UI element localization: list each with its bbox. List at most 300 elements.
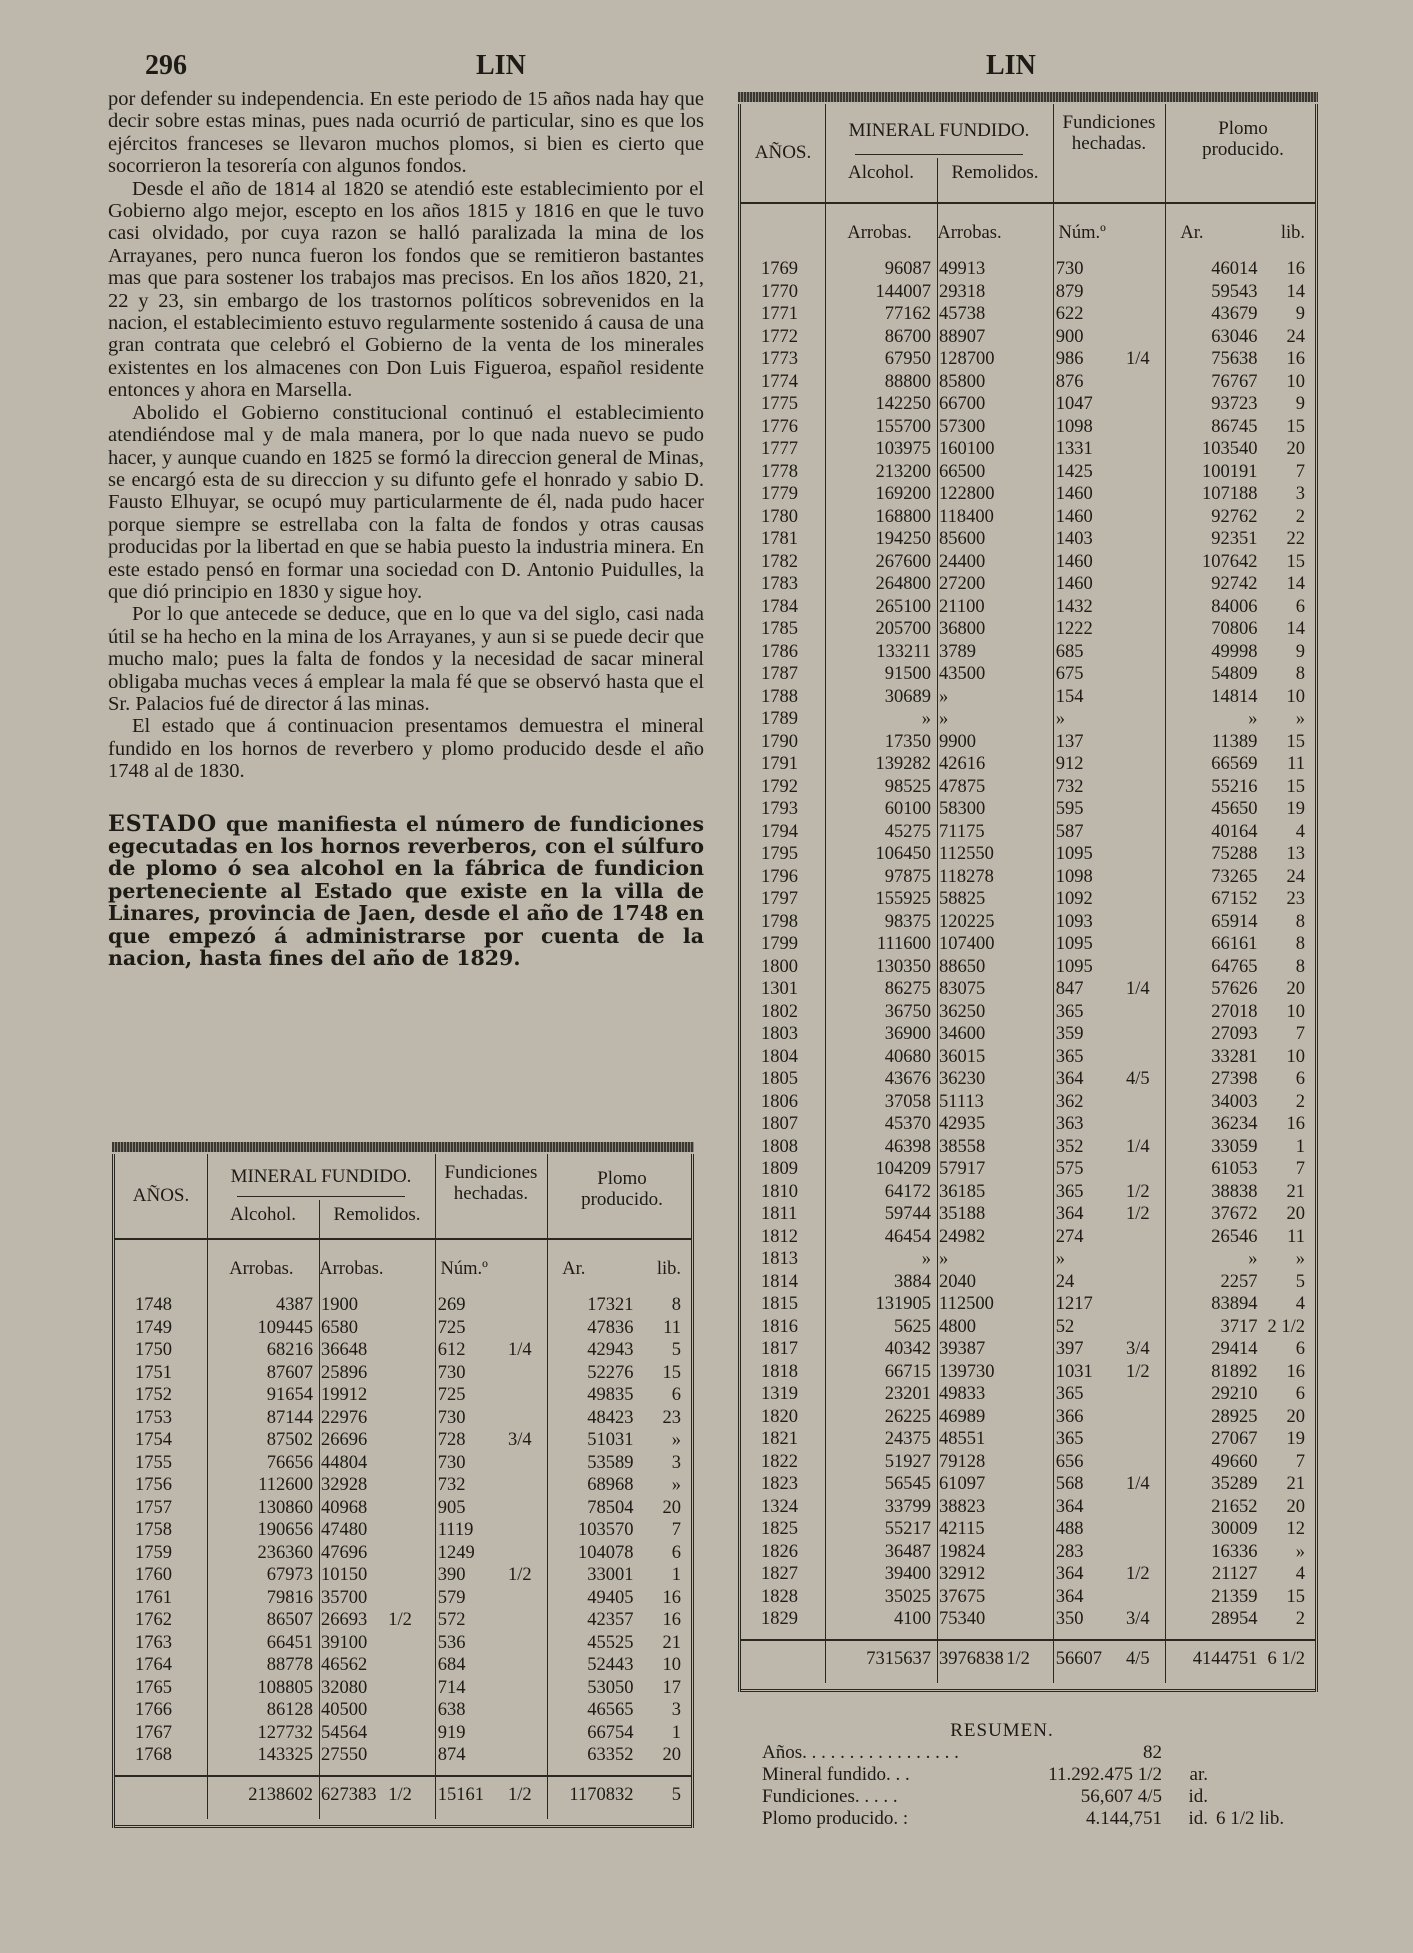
table-cell: 87502 — [266, 1430, 313, 1450]
table-cell: 879 — [1055, 281, 1084, 302]
unit-cell: Ar. — [1180, 223, 1204, 243]
table-cell — [1004, 686, 1050, 709]
table-cell — [1004, 1586, 1050, 1609]
body-text — [108, 88, 704, 783]
table-cell: 24 — [1055, 1271, 1075, 1292]
table-cell: 6 — [671, 1542, 681, 1563]
table-cell: 350 — [1055, 1609, 1084, 1629]
table-row — [741, 1451, 1315, 1474]
brace-rule — [237, 1196, 405, 1197]
table-row — [741, 1293, 1315, 1316]
table-cell: 45275 — [884, 821, 932, 842]
table-cell: 25896 — [320, 1362, 368, 1383]
table-row — [741, 483, 1315, 506]
table-cell: 1813 — [761, 1249, 798, 1269]
table-cell: 1810 — [761, 1181, 798, 1202]
header-remolidos: Remolidos. — [951, 162, 1039, 183]
table-cell — [1004, 1203, 1050, 1226]
table-cell: 168800 — [875, 506, 932, 527]
table-cell: 5 — [671, 1340, 681, 1360]
table-cell: 1324 — [761, 1496, 798, 1517]
table-cell: 8 — [1295, 956, 1305, 977]
table-cell: 11 — [663, 1317, 681, 1338]
table-cell: 36185 — [939, 1181, 986, 1202]
table-row — [741, 1181, 1315, 1204]
table-cell: 1749 — [135, 1317, 172, 1338]
header-rule — [1165, 104, 1166, 202]
table-cell — [1115, 821, 1160, 844]
table-cell: 1769 — [761, 259, 798, 279]
table-cell: 130860 — [257, 1497, 313, 1518]
header-plomo: Plomo producido. — [1202, 118, 1284, 160]
table-cell: 35289 — [1211, 1474, 1258, 1494]
table-row — [741, 596, 1315, 619]
table-cell: 57917 — [939, 1159, 986, 1179]
table-cell: 66569 — [1211, 754, 1258, 774]
header-mineral-fundido: MINERAL FUNDIDO. — [230, 1166, 412, 1187]
table-cell: 3884 — [894, 1271, 932, 1292]
table-cell — [497, 1587, 542, 1610]
table-cell: 1047 — [1055, 394, 1093, 414]
column-rule — [1165, 202, 1166, 1683]
table-cell — [1115, 393, 1160, 416]
table-row — [741, 1586, 1315, 1609]
table-cell: 4100 — [894, 1609, 932, 1629]
table-cell: 51927 — [884, 1451, 932, 1472]
table-cell — [1115, 303, 1160, 326]
table-cell: 61097 — [939, 1474, 986, 1494]
header-fundiciones: Fundiciones hechadas. — [1062, 112, 1156, 154]
table-cell: 3717 — [1220, 1316, 1258, 1337]
table-cell — [1004, 708, 1050, 731]
table-row — [115, 1677, 691, 1700]
table-cell — [1115, 281, 1160, 304]
table-cell: 87607 — [266, 1362, 313, 1383]
table-cell: 2 — [1295, 506, 1305, 527]
table-cell: » — [1055, 1249, 1066, 1269]
table-cell: 1795 — [761, 844, 798, 864]
table-cell: 27093 — [1211, 1024, 1258, 1044]
unit-cell — [497, 1258, 543, 1284]
column-rule — [207, 1238, 208, 1819]
table-cell — [1115, 258, 1160, 281]
table-cell: 66715 — [884, 1361, 932, 1382]
table-cell: 33281 — [1211, 1046, 1258, 1067]
table-cell — [386, 1452, 432, 1475]
table-cell: 730 — [1055, 259, 1084, 279]
table-cell: 359 — [1055, 1024, 1084, 1044]
table-cell: 83894 — [1211, 1294, 1258, 1314]
totals-row — [741, 1639, 1315, 1683]
resumen-value: 4.144,751 — [1086, 1808, 1162, 1829]
table-cell — [1004, 438, 1050, 461]
table-cell — [1004, 1361, 1050, 1384]
table-cell: 1814 — [761, 1271, 798, 1292]
table-row — [741, 1001, 1315, 1024]
table-cell: 109445 — [257, 1317, 313, 1338]
table-cell: 67973 — [266, 1565, 313, 1585]
table-cell: 1809 — [761, 1159, 798, 1179]
table-cell: 3 — [1295, 484, 1305, 504]
table-cell: 55217 — [884, 1519, 932, 1539]
table-cell: 33059 — [1211, 1136, 1258, 1157]
table-cell: 876 — [1055, 371, 1084, 392]
table-cell: 365 — [1055, 1384, 1084, 1404]
table-cell: 47480 — [320, 1520, 368, 1540]
table-cell — [497, 1384, 542, 1407]
table-row — [741, 461, 1315, 484]
table-cell: 37672 — [1211, 1204, 1258, 1224]
table-cell: 1816 — [761, 1316, 798, 1337]
table-cell: 67950 — [884, 349, 932, 369]
total-cell — [741, 1649, 824, 1683]
header-alcohol: Alcohol. — [230, 1204, 296, 1225]
table-cell: 35700 — [320, 1587, 368, 1608]
table-cell: 29318 — [939, 281, 986, 302]
table-row — [741, 686, 1315, 709]
resumen-unit: id. — [1188, 1786, 1208, 1807]
table-row — [741, 933, 1315, 956]
table-cell: 1460 — [1055, 551, 1093, 572]
table-row — [741, 1158, 1315, 1181]
table-cell — [1115, 731, 1160, 754]
table-cell: 7 — [1295, 461, 1305, 482]
table-cell: 21100 — [939, 596, 985, 617]
table-cell — [1004, 1496, 1050, 1519]
table-cell: 36750 — [884, 1001, 932, 1022]
table-cell: 16 — [1286, 1361, 1305, 1382]
unit-cell — [741, 222, 824, 248]
table-cell: 54809 — [1211, 664, 1258, 684]
table-cell — [1004, 258, 1050, 281]
table-cell: 1803 — [761, 1024, 798, 1044]
table-cell — [1004, 753, 1050, 776]
table-cell: 15 — [1286, 1586, 1305, 1607]
table-cell: 42357 — [587, 1610, 634, 1630]
total-cell: 1/2 — [1006, 1648, 1030, 1669]
table-cell: 21 — [662, 1632, 681, 1653]
table-cell: 1823 — [761, 1474, 798, 1494]
table-cell: 1319 — [761, 1384, 798, 1404]
table-cell: 46014 — [1211, 259, 1258, 279]
table-cell: 36648 — [320, 1340, 368, 1360]
table-cell — [1004, 641, 1050, 664]
table-cell: 76656 — [266, 1452, 313, 1473]
table-cell: 42115 — [939, 1519, 985, 1539]
table-cell — [497, 1497, 542, 1520]
table-cell: 155700 — [875, 416, 932, 437]
table-cell — [386, 1339, 432, 1362]
table-cell: 363 — [1055, 1114, 1084, 1134]
table-cell — [1004, 528, 1050, 551]
table-cell: 53589 — [587, 1452, 634, 1473]
table-cell: 5625 — [894, 1316, 932, 1337]
table-top-rule — [738, 92, 1318, 102]
table-cell — [1004, 303, 1050, 326]
table-cell: 536 — [437, 1632, 466, 1653]
table-cell — [386, 1474, 432, 1497]
table-cell — [1004, 573, 1050, 596]
table-cell: 38823 — [939, 1496, 986, 1517]
table-cell: 40164 — [1211, 821, 1258, 842]
table-cell — [497, 1474, 542, 1497]
table-cell: 1758 — [135, 1520, 172, 1540]
table-cell: 42616 — [939, 754, 986, 774]
table-cell: 98525 — [884, 776, 932, 797]
table-cell — [1004, 663, 1050, 686]
table-row — [115, 1722, 691, 1745]
unit-cell: Núm.º — [1058, 223, 1106, 243]
table-cell: 397 — [1055, 1339, 1084, 1359]
table-row — [741, 1608, 1315, 1631]
table-cell — [1004, 933, 1050, 956]
table-cell: 1764 — [135, 1655, 172, 1675]
table-cell: 139730 — [939, 1361, 995, 1382]
table-cell: 142250 — [875, 394, 932, 414]
table-cell: 160100 — [939, 439, 995, 459]
table-cell: 79816 — [266, 1587, 313, 1608]
table-cell: 29210 — [1211, 1384, 1258, 1404]
table-cell — [1115, 888, 1160, 911]
table-cell: 11389 — [1211, 731, 1258, 752]
table-row — [741, 1113, 1315, 1136]
table-cell: 46565 — [587, 1700, 634, 1720]
table-cell — [1115, 438, 1160, 461]
table-cell: 725 — [437, 1385, 466, 1405]
table-cell: 1092 — [1055, 889, 1093, 909]
brace-rule — [855, 154, 1023, 155]
table-cell: 905 — [437, 1497, 466, 1518]
table-row — [741, 1203, 1315, 1226]
total-cell: 627383 — [320, 1784, 377, 1805]
table-cell — [1004, 1406, 1050, 1429]
table-cell: 75638 — [1211, 349, 1258, 369]
table-cell: 20 — [1286, 439, 1305, 459]
table-cell — [497, 1722, 542, 1745]
table-cell: 20 — [1286, 1406, 1305, 1427]
table-cell: 364 — [1055, 1204, 1084, 1224]
table-cell: 76767 — [1211, 371, 1258, 392]
table-cell: 1767 — [135, 1722, 172, 1743]
table-cell: 57626 — [1211, 979, 1258, 999]
table-row — [741, 1068, 1315, 1091]
table-cell: 169200 — [875, 484, 932, 504]
table-row — [741, 1316, 1315, 1339]
table-cell: 131905 — [875, 1294, 932, 1314]
table-cell: 100191 — [1201, 461, 1258, 482]
table-cell: 96087 — [884, 259, 932, 279]
table-cell: 1782 — [761, 551, 798, 572]
table-cell: 39100 — [320, 1632, 368, 1653]
table-header — [741, 104, 1315, 204]
table-cell: 32080 — [320, 1677, 368, 1698]
table-cell: » — [1248, 709, 1258, 729]
table-cell: 67152 — [1211, 889, 1258, 909]
table-cell: 1777 — [761, 439, 798, 459]
production-table-1769-1829 — [738, 92, 1318, 1692]
table-cell — [386, 1722, 432, 1745]
table-cell — [1004, 1068, 1050, 1091]
table-row — [115, 1609, 691, 1632]
table-cell — [1115, 528, 1160, 551]
table-cell: 730 — [437, 1407, 466, 1428]
table-row — [741, 1541, 1315, 1564]
table-cell: 364 — [1055, 1586, 1084, 1607]
table-cell: » — [671, 1430, 681, 1450]
table-cell: 21 — [1286, 1181, 1305, 1202]
table-cell: 6 — [1295, 1069, 1305, 1089]
left-running-title: LIN — [476, 50, 526, 81]
table-row — [741, 303, 1315, 326]
table-cell — [1004, 1338, 1050, 1361]
table-cell — [1004, 1451, 1050, 1474]
table-cell: 1776 — [761, 416, 798, 437]
table-cell: 45370 — [884, 1114, 932, 1134]
table-row — [115, 1587, 691, 1610]
table-row — [741, 438, 1315, 461]
table-cell — [1004, 1316, 1050, 1339]
table-cell: 1 — [671, 1722, 681, 1743]
unit-cell: Ar. — [562, 1259, 586, 1279]
table-cell: 21127 — [1211, 1564, 1258, 1584]
table-row — [741, 1136, 1315, 1159]
table-cell: 42935 — [939, 1114, 986, 1134]
table-cell: 37058 — [884, 1091, 932, 1112]
table-cell: 8 — [1295, 664, 1305, 684]
table-cell: 43500 — [939, 664, 986, 684]
table-row — [741, 888, 1315, 911]
table-cell: 17350 — [884, 731, 932, 752]
table-row — [741, 1428, 1315, 1451]
resumen-unit: ar. — [1189, 1764, 1208, 1785]
table-cell: 1095 — [1055, 956, 1093, 977]
table-cell — [497, 1452, 542, 1475]
unit-cell: Arrobas. — [847, 223, 912, 243]
table-cell: 20 — [1286, 979, 1305, 999]
table-cell: 4387 — [275, 1295, 313, 1315]
table-cell — [1004, 888, 1050, 911]
table-cell: 656 — [1055, 1451, 1084, 1472]
table-cell: 86507 — [266, 1610, 313, 1630]
table-cell: 92351 — [1211, 529, 1258, 549]
table-cell: 1752 — [135, 1385, 172, 1405]
table-cell: 1760 — [135, 1565, 172, 1585]
table-cell: 88778 — [266, 1655, 313, 1675]
table-cell: 265100 — [875, 596, 932, 617]
table-cell — [386, 1429, 432, 1452]
table-cell: 36234 — [1211, 1114, 1258, 1134]
table-cell: 1756 — [135, 1475, 172, 1495]
table-cell — [386, 1317, 432, 1340]
table-cell: 612 — [437, 1340, 466, 1360]
table-cell: 1768 — [135, 1745, 172, 1765]
table-cell: 15 — [1286, 731, 1305, 752]
table-row — [115, 1407, 691, 1430]
table-cell: 1825 — [761, 1519, 798, 1539]
table-cell: 986 — [1055, 349, 1084, 369]
table-cell — [1115, 1541, 1160, 1564]
table-cell: 19912 — [320, 1385, 368, 1405]
table-cell: 108805 — [257, 1677, 313, 1698]
table-cell: 1775 — [761, 394, 798, 414]
totals-row — [115, 1775, 691, 1819]
table-cell: 45738 — [939, 304, 986, 324]
table-cell: 66500 — [939, 461, 986, 482]
table-cell: 1 — [1295, 1136, 1305, 1157]
resumen-row — [762, 1764, 1302, 1786]
table-cell — [1004, 1383, 1050, 1406]
table-row — [741, 956, 1315, 979]
table-cell: 6 — [1295, 1384, 1305, 1404]
table-cell: 274 — [1055, 1226, 1084, 1247]
table-cell: 53050 — [587, 1677, 634, 1698]
table-cell: 127732 — [257, 1722, 313, 1743]
table-cell: 59744 — [884, 1204, 932, 1224]
table-cell: 106450 — [875, 844, 932, 864]
table-cell: 55216 — [1211, 776, 1258, 797]
table-cell: 19 — [1286, 799, 1305, 819]
table-row — [741, 371, 1315, 394]
table-row — [741, 326, 1315, 349]
table-cell — [1004, 866, 1050, 889]
table-cell — [1004, 506, 1050, 529]
table-cell — [497, 1654, 542, 1677]
table-row — [115, 1474, 691, 1497]
table-cell: 1829 — [761, 1609, 798, 1629]
table-cell: 1765 — [135, 1677, 172, 1698]
table-cell: 70806 — [1211, 619, 1258, 639]
table-cell: 730 — [437, 1452, 466, 1473]
table-cell: 1/4 — [1126, 349, 1150, 369]
table-cell: 60100 — [884, 799, 932, 819]
table-cell: 283 — [1055, 1541, 1084, 1562]
header-alcohol: Alcohol. — [848, 162, 914, 183]
table-cell: 112600 — [258, 1475, 313, 1495]
table-cell: 1/4 — [1126, 1136, 1150, 1157]
table-cell — [1115, 1518, 1160, 1541]
table-cell: 154 — [1055, 686, 1084, 707]
table-cell: 66700 — [939, 394, 986, 414]
table-cell: 71175 — [939, 821, 985, 842]
table-cell — [1004, 596, 1050, 619]
table-cell: 194250 — [875, 529, 932, 549]
table-cell — [1004, 371, 1050, 394]
table-cell — [1004, 1293, 1050, 1316]
table-cell: 27398 — [1211, 1069, 1258, 1089]
table-cell: 1802 — [761, 1001, 798, 1022]
table-row — [741, 866, 1315, 889]
table-cell: 88650 — [939, 956, 986, 977]
table-cell: 86700 — [884, 326, 932, 347]
table-cell — [1004, 911, 1050, 934]
table-cell: 1432 — [1055, 596, 1093, 617]
table-cell: 4800 — [939, 1316, 977, 1337]
table-row — [741, 641, 1315, 664]
table-cell: 52276 — [587, 1362, 634, 1383]
table-cell: 1804 — [761, 1046, 798, 1067]
resumen-extra — [1208, 1742, 1216, 1764]
total-cell — [115, 1785, 206, 1819]
table-cell: 19 — [1286, 1429, 1305, 1449]
table-cell: 4 — [1295, 1564, 1305, 1584]
table-cell: 1773 — [761, 349, 798, 369]
table-row — [741, 753, 1315, 776]
total-cell: 6 1/2 — [1267, 1648, 1305, 1669]
table-cell: 366 — [1055, 1406, 1084, 1427]
table-row — [741, 978, 1315, 1001]
table-cell: 47836 — [587, 1317, 634, 1338]
table-cell — [1004, 843, 1050, 866]
